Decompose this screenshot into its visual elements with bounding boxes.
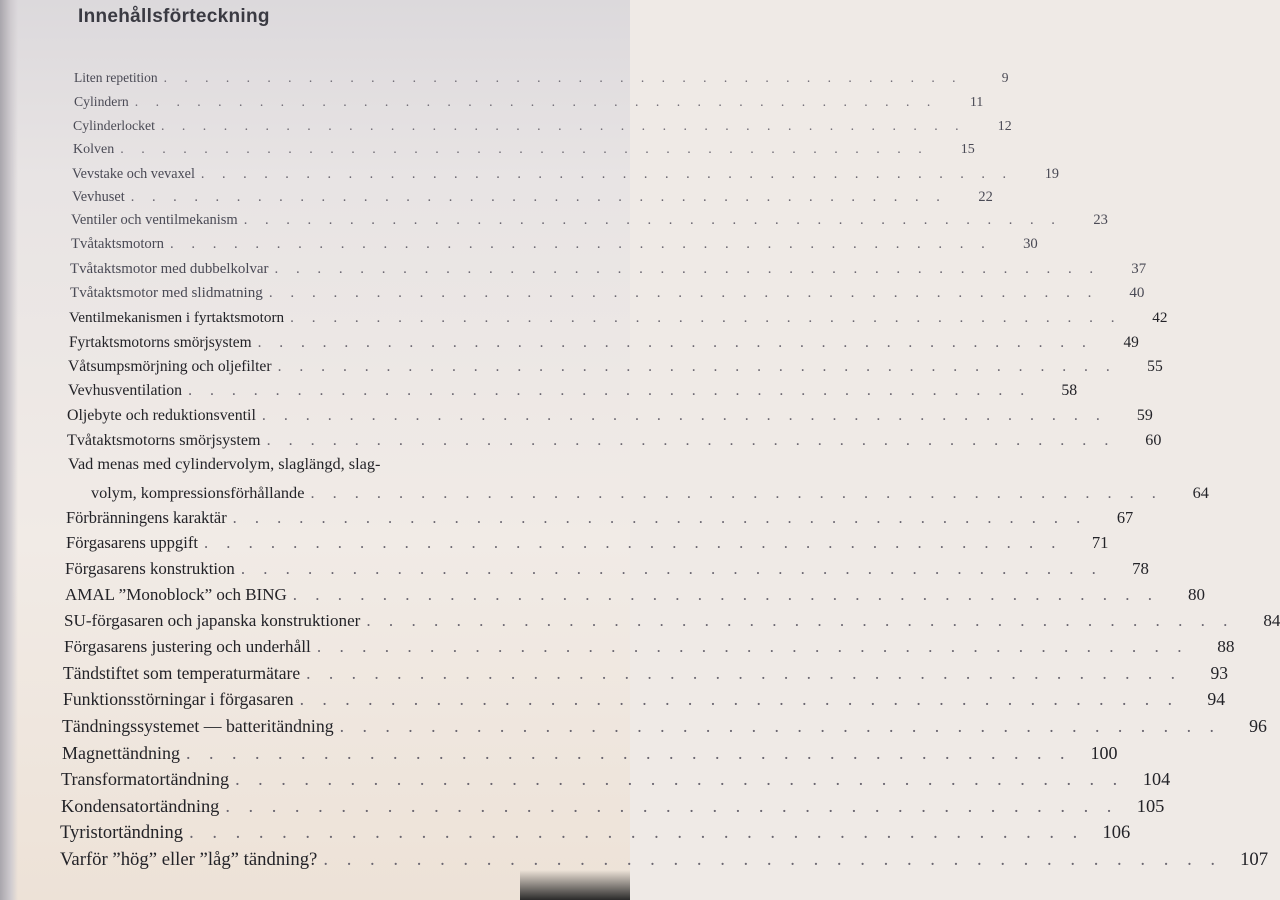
toc-entry-title: Liten repetition bbox=[74, 70, 158, 85]
toc-entry-title: Funktionsstörningar i förgasaren bbox=[63, 689, 294, 709]
toc-entry-page-number: 12 bbox=[997, 118, 1012, 133]
toc-entry-title: Förgasarens konstruktion bbox=[65, 559, 235, 578]
toc-entry-page-number: 19 bbox=[1044, 166, 1060, 182]
toc-entry bbox=[66, 508, 1134, 534]
toc-entry bbox=[62, 716, 1267, 742]
toc-entry-first-line: Vad menas med cylindervolym, slaglängd, slag- bbox=[68, 454, 381, 473]
toc-entry-page-number: 96 bbox=[1249, 716, 1267, 736]
dot-leader: . . . . . . . . . . . . . . . . . . . . . . . . . . . . . . . . . . . . . . . bbox=[306, 663, 1183, 683]
toc-entry bbox=[60, 849, 1269, 875]
toc-entry-page-number: 9 bbox=[1001, 70, 1009, 85]
toc-entry-title: Tändningssystemet — batteritändning bbox=[62, 716, 334, 736]
toc-entry bbox=[64, 637, 1235, 663]
dot-leader: . . . . . . . . . . . . . . . . . . . . . . . . . . . . . . . . . . . . . . . bbox=[225, 796, 1119, 816]
dot-leader: . . . . . . . . . . . . . . . . . . . . . . . . . . . . . . . . . . . . . . . bbox=[257, 334, 1093, 351]
toc-entry bbox=[62, 743, 1118, 769]
toc-entry-page-number: 80 bbox=[1188, 585, 1205, 604]
dot-leader: . . . . . . . . . . . . . . . . . . . . . . . . . . . . . . . . . . . . . . . bbox=[243, 212, 1062, 228]
toc-entry-page-number: 93 bbox=[1210, 663, 1229, 683]
toc-entry bbox=[61, 796, 1165, 822]
toc-entry-title: Transformatortändning bbox=[61, 769, 230, 789]
toc-entry bbox=[61, 769, 1171, 795]
toc-entry-page-number: 23 bbox=[1093, 212, 1108, 228]
toc-entry-title: Förgasarens justering och underhåll bbox=[64, 637, 311, 656]
dot-leader: . . . . . . . . . . . . . . . . . . . . . . . . . . . . . . . . . . . . . . . bbox=[200, 166, 1014, 182]
toc-entry-page-number: 49 bbox=[1123, 334, 1139, 351]
toc-entry-page-number: 40 bbox=[1129, 285, 1145, 301]
toc-entry-title: Fyrtaktsmotorns smörjsystem bbox=[69, 334, 252, 351]
dot-leader: . . . . . . . . . . . . . . . . . . . . . . . . . . . . . . . . . . . . . . . bbox=[316, 637, 1189, 656]
toc-entry-page-number: 22 bbox=[978, 189, 993, 205]
dot-leader: . . . . . . . . . . . . . . . . . . . . . . . . . . . . . . . . . . . . . . . bbox=[274, 261, 1101, 277]
toc-entry-page-number: 15 bbox=[960, 142, 975, 157]
dot-leader: . . . . . . . . . . . . . . . . . . . . . . . . . . . . . . . . . . . . . . . bbox=[268, 285, 1099, 301]
dot-leader: . . . . . . . . . . . . . . . . . . . . . . . . . . . . . . . . . . . . . . . bbox=[120, 142, 929, 157]
toc-entry-page-number: 105 bbox=[1136, 796, 1165, 816]
toc-entry-title: Vevstake och vevaxel bbox=[72, 166, 195, 182]
dot-leader: . . . . . . . . . . . . . . . . . . . . . . . . . . . . . . . . . . . . . . . bbox=[266, 432, 1116, 449]
toc-entry-title: Tvåtaktsmotor med dubbelkolvar bbox=[70, 261, 269, 277]
toc-entry-title: Vevhusventilation bbox=[68, 382, 183, 399]
toc-entry-page-number: 104 bbox=[1142, 769, 1171, 789]
toc-entry bbox=[70, 261, 1147, 287]
toc-entry-title: Tändstiftet som temperaturmätare bbox=[63, 663, 301, 683]
toc-entry bbox=[69, 309, 1168, 335]
dot-leader: . . . . . . . . . . . . . . . . . . . . . . . . . . . . . . . . . . . . . . . bbox=[235, 769, 1125, 789]
toc-entry bbox=[73, 142, 975, 168]
dot-leader: . . . . . . . . . . . . . . . . . . . . . . . . . . . . . . . . . . . . . . . bbox=[277, 358, 1117, 375]
toc-entry-page-number: 55 bbox=[1147, 358, 1163, 375]
toc-entry-page-number: 30 bbox=[1023, 236, 1038, 252]
toc-entry-page-number: 84 bbox=[1263, 611, 1280, 630]
toc-entry-title: Förbränningens karaktär bbox=[66, 508, 227, 527]
toc-entry-page-number: 59 bbox=[1136, 407, 1153, 424]
toc-entry-page-number: 106 bbox=[1102, 823, 1131, 843]
dot-leader: . . . . . . . . . . . . . . . . . . . . . . . . . . . . . . . . . . . . . . . bbox=[188, 382, 1032, 399]
dot-leader: . . . . . . . . . . . . . . . . . . . . . . . . . . . . . . . . . . . . . . . bbox=[189, 823, 1085, 843]
dot-leader: . . . . . . . . . . . . . . . . . . . . . . . . . . . . . . . . . . . . . . . bbox=[339, 716, 1221, 736]
toc-entry-page-number: 88 bbox=[1217, 637, 1235, 656]
toc-entry-page-number: 64 bbox=[1192, 483, 1209, 502]
dot-leader: . . . . . . . . . . . . . . . . . . . . . . . . . . . . . . . . . . . . . . . bbox=[299, 689, 1180, 709]
dot-leader: . . . . . . . . . . . . . . . . . . . . . . . . . . . . . . . . . . . . . . . bbox=[310, 483, 1163, 502]
dot-leader: . . . . . . . . . . . . . . . . . . . . . . . . . . . . . . . . . . . . . . . bbox=[290, 309, 1122, 326]
toc-entry-title: Tvåtaktsmotorn bbox=[71, 236, 165, 252]
toc-entry bbox=[73, 118, 1012, 144]
toc-entry-title: Ventiler och ventilmekanism bbox=[71, 212, 238, 228]
toc-entry-title: AMAL ”Monoblock” och BING bbox=[65, 585, 287, 604]
toc-entry bbox=[68, 358, 1163, 384]
toc-entry-title: Kolven bbox=[73, 142, 115, 157]
toc-entry bbox=[68, 382, 1078, 408]
toc-entry bbox=[74, 70, 1009, 96]
toc-entry-page-number: 58 bbox=[1061, 382, 1078, 399]
dot-leader: . . . . . . . . . . . . . . . . . . . . . . . . . . . . . . . . . . . . . . . bbox=[185, 743, 1072, 763]
dot-leader: . . . . . . . . . . . . . . . . . . . . . . . . . . . . . . . . . . . . . . . bbox=[170, 236, 992, 252]
toc-entry-title: Vevhuset bbox=[72, 189, 125, 205]
dot-leader: . . . . . . . . . . . . . . . . . . . . . . . . . . . . . . . . . . . . . . . bbox=[366, 611, 1235, 630]
toc-entry-page-number: 107 bbox=[1240, 849, 1269, 870]
toc-entry-title: Våtsumpsmörjning och oljefilter bbox=[68, 358, 272, 375]
toc-entry-page-number: 37 bbox=[1131, 261, 1147, 277]
toc-entry bbox=[69, 334, 1139, 360]
toc-entry-page-number: 67 bbox=[1116, 508, 1134, 527]
toc-entry bbox=[60, 823, 1131, 849]
toc-entry-title: Ventilmekanismen i fyrtaktsmotorn bbox=[69, 309, 285, 326]
dot-leader: . . . . . . . . . . . . . . . . . . . . . . . . . . . . . . . . . . . . . . . bbox=[292, 585, 1159, 604]
toc-entry-title: Förgasarens uppgift bbox=[66, 533, 198, 552]
toc-entry-title: Varför ”hög” eller ”låg” tändning? bbox=[60, 849, 318, 870]
toc-entry bbox=[71, 212, 1108, 238]
toc-entry bbox=[91, 483, 1209, 509]
toc-entry-title: SU-förgasaren och japanska konstruktioner bbox=[64, 611, 361, 630]
dot-leader: . . . . . . . . . . . . . . . . . . . . . . . . . . . . . . . . . . . . . . . bbox=[203, 533, 1063, 552]
toc-entry bbox=[67, 407, 1153, 433]
toc-entry-page-number: 94 bbox=[1207, 689, 1226, 709]
toc-entry-page-number: 11 bbox=[970, 94, 984, 109]
toc-entry-title: Oljebyte och reduktionsventil bbox=[67, 407, 256, 424]
page-title: Innehållsförteckning bbox=[78, 6, 270, 27]
dot-leader: . . . . . . . . . . . . . . . . . . . . . . . . . . . . . . . . . . . . . . . bbox=[134, 94, 938, 109]
toc-entry bbox=[65, 559, 1149, 585]
toc-entry-page-number: 42 bbox=[1152, 309, 1168, 326]
dot-leader: . . . . . . . . . . . . . . . . . . . . . . . . . . . . . . . . . . . . . . . bbox=[130, 189, 947, 205]
toc-entry-title: Cylinderlocket bbox=[73, 118, 155, 133]
toc-entry bbox=[74, 94, 984, 120]
toc-entry bbox=[66, 533, 1109, 559]
dot-leader: . . . . . . . . . . . . . . . . . . . . . . . . . . . . . . . . . . . . . . . bbox=[261, 407, 1107, 424]
toc-entry bbox=[71, 236, 1038, 262]
toc-entry-title: Tvåtaktsmotor med slidmatning bbox=[70, 285, 263, 301]
toc-entry-title: volym, kompressionsförhållande bbox=[91, 483, 305, 502]
dot-leader: . . . . . . . . . . . . . . . . . . . . . . . . . . . . . . . . . . . . . . . bbox=[323, 849, 1223, 870]
dot-leader: . . . . . . . . . . . . . . . . . . . . . . . . . . . . . . . . . . . . . . . bbox=[163, 70, 963, 85]
toc-entry bbox=[63, 689, 1226, 715]
toc-entry-page-number: 71 bbox=[1091, 533, 1109, 552]
toc-entry-title: Tvåtaktsmotorns smörjsystem bbox=[67, 432, 261, 449]
dot-leader: . . . . . . . . . . . . . . . . . . . . . . . . . . . . . . . . . . . . . . . bbox=[240, 559, 1103, 578]
toc-entry-title: Magnettändning bbox=[62, 743, 180, 763]
dot-leader: . . . . . . . . . . . . . . . . . . . . . . . . . . . . . . . . . . . . . . . bbox=[161, 118, 966, 133]
toc-entry-page-number: 60 bbox=[1145, 432, 1162, 449]
dot-leader: . . . . . . . . . . . . . . . . . . . . . . . . . . . . . . . . . . . . . . . bbox=[232, 508, 1088, 527]
toc-entry-page-number: 78 bbox=[1132, 559, 1149, 578]
toc-entry bbox=[70, 285, 1145, 311]
toc-entry-title: Tyristortändning bbox=[60, 823, 184, 843]
toc-entry-title: Kondensatortändning bbox=[61, 796, 220, 816]
toc-entry bbox=[65, 585, 1205, 611]
toc-entry-title: Cylindern bbox=[74, 94, 129, 109]
toc-entry bbox=[64, 611, 1280, 637]
toc-entry bbox=[63, 663, 1229, 689]
toc-entry-page-number: 100 bbox=[1090, 743, 1118, 763]
